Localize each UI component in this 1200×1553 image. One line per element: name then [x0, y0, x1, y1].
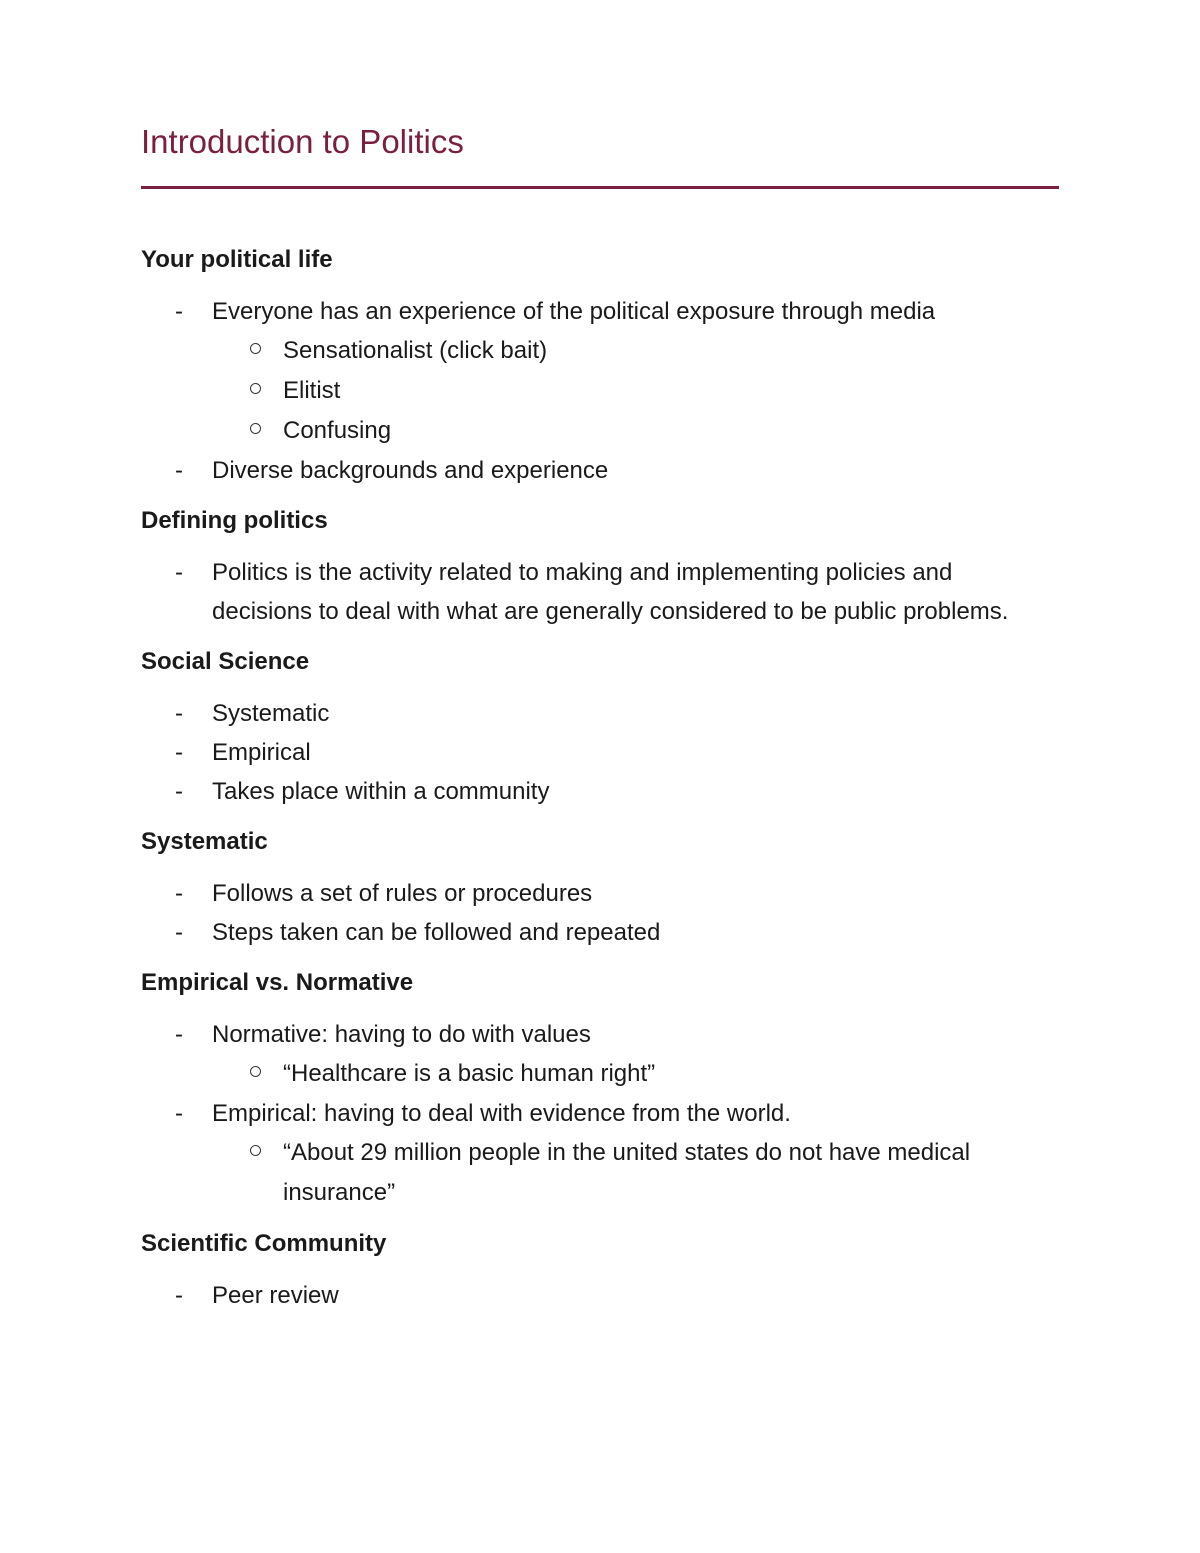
dash-marker: -	[175, 1282, 183, 1309]
list-item	[141, 733, 1059, 772]
list-item	[141, 874, 1059, 913]
list-item	[141, 1094, 1059, 1213]
list-item-text: Empirical	[212, 739, 311, 766]
title-divider	[141, 186, 1059, 189]
sub-list-item	[212, 371, 1059, 411]
list-item	[141, 694, 1059, 733]
sub-bullet-list	[212, 331, 1059, 451]
circle-bullet-icon	[250, 343, 261, 354]
list-item	[141, 292, 1059, 451]
section-heading: Scientific Community	[141, 1230, 387, 1257]
sub-list-item-text: Sensationalist (click bait)	[283, 337, 548, 364]
circle-bullet-icon	[250, 383, 261, 394]
section-heading: Systematic	[141, 828, 268, 855]
bullet-list	[141, 292, 1059, 490]
list-item-text: Normative: having to do with values	[212, 1021, 591, 1048]
list-item-text: Systematic	[212, 700, 330, 727]
bullet-list	[141, 1276, 1059, 1315]
list-item-text: Steps taken can be followed and repeated	[212, 919, 661, 946]
dash-marker: -	[175, 559, 183, 586]
list-item-text: Peer review	[212, 1282, 339, 1309]
list-item-text: Diverse backgrounds and experience	[212, 457, 609, 484]
sub-list-item	[212, 1133, 1059, 1213]
section-heading: Defining politics	[141, 507, 328, 534]
list-item-text: Everyone has an experience of the political exposure through media	[212, 298, 936, 325]
sub-list-item	[212, 411, 1059, 451]
bullet-list	[141, 694, 1059, 811]
dash-marker: -	[175, 298, 183, 325]
sub-bullet-list	[212, 1054, 1059, 1094]
sub-list-item	[212, 331, 1059, 371]
list-item-text: Takes place within a community	[212, 778, 550, 805]
circle-bullet-icon	[250, 423, 261, 434]
sub-list-item-text: Elitist	[283, 377, 341, 404]
bullet-list	[141, 1015, 1059, 1213]
sub-list-item-text: Confusing	[283, 417, 392, 444]
list-item	[141, 1276, 1059, 1315]
dash-marker: -	[175, 778, 183, 805]
dash-marker: -	[175, 1100, 183, 1127]
sub-list-item	[212, 1054, 1059, 1094]
circle-bullet-icon	[250, 1145, 261, 1156]
dash-marker: -	[175, 919, 183, 946]
section-heading: Your political life	[141, 246, 333, 273]
list-item-text: Empirical: having to deal with evidence from the world.	[212, 1100, 791, 1127]
dash-marker: -	[175, 880, 183, 907]
list-item-text: Politics is the activity related to making and implementing policies and decisions to deal with what are generally considered to be public problems.	[212, 559, 1009, 625]
list-item	[141, 772, 1059, 811]
list-item	[141, 913, 1059, 952]
section-heading: Empirical vs. Normative	[141, 969, 414, 996]
list-item	[141, 451, 1059, 490]
section-heading: Social Science	[141, 648, 310, 675]
list-item-text: Follows a set of rules or procedures	[212, 880, 593, 907]
dash-marker: -	[175, 457, 183, 484]
list-item	[141, 553, 1059, 631]
document-title: Introduction to Politics	[141, 123, 464, 160]
list-item	[141, 1015, 1059, 1094]
dash-marker: -	[175, 700, 183, 727]
circle-bullet-icon	[250, 1066, 261, 1077]
sub-bullet-list	[212, 1133, 1059, 1213]
bullet-list	[141, 874, 1059, 952]
sub-list-item-text: “Healthcare is a basic human right”	[283, 1060, 656, 1087]
dash-marker: -	[175, 1021, 183, 1048]
bullet-list	[141, 553, 1059, 631]
sub-list-item-text: “About 29 million people in the united states do not have medical insurance”	[283, 1139, 971, 1206]
dash-marker: -	[175, 739, 183, 766]
document-body	[141, 243, 1059, 1329]
